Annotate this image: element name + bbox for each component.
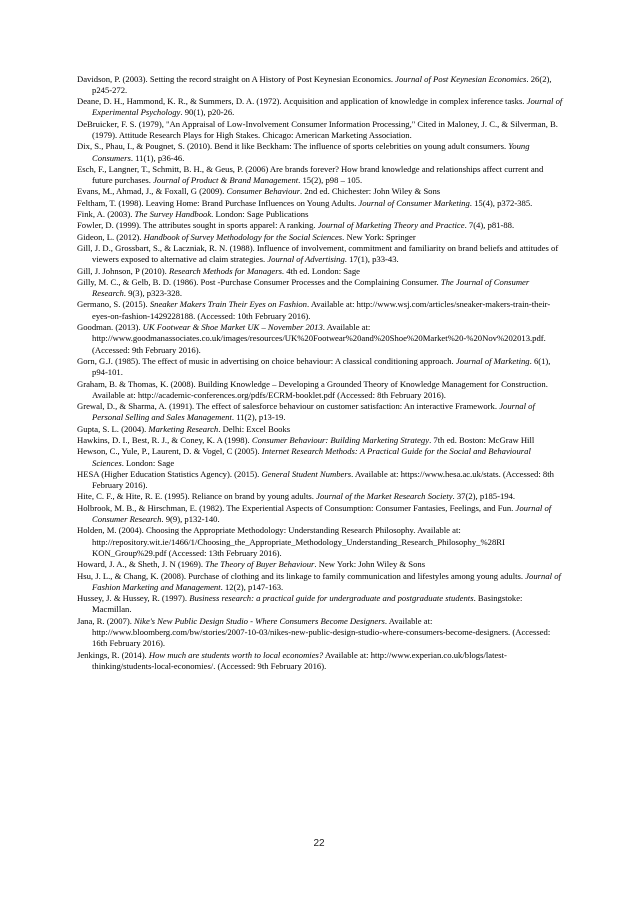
reference-entry [77,96,563,119]
reference-italic-text: General Student Numbers [261,468,352,479]
reference-italic-text: Consumer Behaviour: Building Marketing Strategy [251,435,430,445]
reference-entry [77,525,563,559]
reference-italic-text: Journal of Advertising [267,254,345,265]
reference-italic-text: Handbook of Survey Methodology for the Social Sciences [143,231,343,242]
reference-italic-text: Journal of Marketing [455,355,530,366]
reference-text: DeBruicker, F. S. (1979), "An Appraisal of Low-Involvement Consumer Information Processing," Cited in Maloney, J. C., & Silverman, B. (1979). Attitude Research Plays for High Stakes. Chicago: American Marketing Association. [77,118,558,140]
reference-italic-text: The Survey Handbook [134,209,212,220]
reference-italic-text: Research Methods for Managers [168,265,282,276]
reference-entry [77,616,563,650]
reference-text: . 11(2), p13-19. [231,412,286,423]
reference-text: . 9(3), p323-328. [123,288,182,299]
reference-text: . 9(9), p132-140. [161,514,220,525]
reference-text: . 4th ed. London: Sage [281,265,361,276]
reference-entry [77,74,563,97]
reference-entry [77,198,563,209]
reference-entry [77,266,563,277]
reference-text: . Available at: https://www.hesa.ac.uk/stats. (Accessed: 8th February 2016). [92,468,554,491]
reference-text: Feltham, T. (1998). Leaving Home: Brand Purchase Influences on Young Adults. [77,197,359,208]
reference-entry [77,593,563,616]
reference-text: Jenkings, R. (2014). [77,649,149,660]
reference-text: . 7(4), p81-88. [464,220,515,231]
reference-italic-text: UK Footwear & Shoe Market UK – November 2013 [142,322,323,333]
reference-list [77,74,563,673]
reference-text: . 2nd ed. Chichester: John Wiley & Sons [300,186,441,197]
reference-italic-text: How much are students worth to local economies? [148,649,324,660]
reference-text: Hsu, J. L., & Chang, K. (2008). Purchase of clothing and its linkage to family communication and lifestyles among young adults. [77,570,526,581]
reference-italic-text: Journal of Product & Brand Management [153,175,299,186]
reference-italic-text: Nike's New Public Design Studio - Where Consumers Become Designers [134,615,385,626]
reference-text: Hawkins, D. I., Best, R. J., & Coney, K. A (1998). [77,435,252,445]
reference-entry [77,435,563,446]
reference-italic-text: Business research: a practical guide for undergraduate and postgraduate students [189,593,474,604]
reference-text: . London: Sage Publications [211,209,309,220]
reference-text: Holbrook, M. B., & Hirschman, E. (1982). The Experiential Aspects of Consumption: Consumer Fantasies, Feelings, and Fun. [77,502,516,513]
reference-entry [77,243,563,266]
reference-text: . Available at: http://www.goodmanassociates.co.uk/images/resources/UK%20Footwear%20and%20Shoe%20Market%20-%20Nov%202013.pdf. (Accessed: 9th February 2016). [92,322,546,355]
reference-text: . Basingstoke: Macmillan. [92,593,523,615]
reference-entry [77,232,563,243]
reference-italic-text: Consumer Behaviour [226,186,301,197]
reference-entry [77,356,563,379]
reference-entry [77,119,563,142]
reference-entry [77,186,563,197]
reference-entry [77,220,563,231]
reference-text: Gill, J. D., Grossbart, S., & Laczniak, R. N. (1988). Influence of involvement, commitment and familiarity on brand beliefs and attitudes of viewers exposed to alternative ad claim strategies. [77,242,559,265]
reference-entry [77,379,563,402]
reference-italic-text: Journal of Consumer Research [92,502,552,525]
reference-text: . 26(2), p245-272. [92,73,552,95]
reference-text: . 15(4), p372-385. [469,197,533,208]
reference-italic-text: Journal of Personal Selling and Sales Management [92,401,535,423]
reference-text: . 15(2), p98 – 105. [298,175,363,186]
reference-entry [77,491,563,502]
reference-text: Holden, M. (2004). Choosing the Appropriate Methodology: Understanding Research Philosophy. Available at: http://repository.wit.ie/1466/1/Choosing_the_Appropriate_Methodology_Understanding_Research_Philosophy_%28RI KON_Group%29.pdf (Accessed: 13th February 2016). [77,525,505,558]
reference-text: Howard, J. A., & Sheth, J. N (1969). [77,559,206,570]
reference-italic-text: Sneaker Makers Train Their Eyes on Fashion [149,299,307,310]
reference-text: Gorn, G.J. (1985). The effect of music in advertising on choice behaviour: A classical conditioning approach. [77,355,456,366]
reference-entry [77,469,563,492]
reference-entry [77,322,563,356]
reference-text: Jana, R. (2007). [77,615,135,626]
reference-entry [77,164,563,187]
reference-text: Graham, B. & Thomas, K. (2008). Building Knowledge – Developing a Grounded Theory of Knowledge Management for Construction. Available at: http://academic-conferences.org/pdfs/ECRM-booklet.pdf (Accessed: 8th February 2016). [77,378,548,400]
reference-italic-text: Young Consumers [92,141,530,163]
reference-entry [77,559,563,570]
reference-text: . 90(1), p20-26. [180,107,235,118]
reference-text: Fowler, D. (1999). The attributes sought in sports apparel: A ranking. [77,220,318,231]
reference-italic-text: Journal of the Market Research Society [316,491,453,502]
reference-text: Hussey, J. & Hussey, R. (1997). [77,593,190,604]
reference-italic-text: Journal of Consumer Marketing [358,197,470,208]
reference-text: Goodman. (2013). [77,322,143,333]
reference-entry [77,209,563,220]
reference-text: Esch, F., Langner, T., Schmitt, B. H., & Geus, P. (2006) Are brands forever? How brand knowledge and relationships affect current and future purchases. [77,163,544,186]
reference-text: . Delhi: Excel Books [218,423,291,434]
reference-text: Available at: http://www.experian.co.uk/blogs/latest-thinking/students-local-economies/. (Accessed: 9th February 2016). [92,649,507,671]
reference-text: Dix, S., Phau, I., & Pougnet, S. (2010). Bend it like Beckham: The influence of sports celebrities on young adult consumers. [77,141,509,152]
reference-text: Gupta, S. L. (2004). [77,423,149,434]
reference-italic-text: Journal of Fashion Marketing and Management [92,570,561,592]
reference-text: . Available at: http://www.bloomberg.com/bw/stories/2007-10-03/nikes-new-public-design-studio-where-consumers-become-designers. (Accessed: 16th February 2016). [92,615,551,649]
reference-text: Evans, M., Ahmad, J., & Foxall, G (2009). [77,186,227,197]
reference-entry [77,299,563,322]
reference-text: . 6(1), p94-101. [92,355,551,378]
reference-italic-text: Internet Research Methods: A Practical Guide for the Social and Behavioural Sciences [92,446,531,468]
reference-italic-text: The Theory of Buyer Behaviour [205,559,315,570]
reference-entry [77,424,563,435]
reference-text: Davidson, P. (2003). Setting the record straight on A History of Post Keynesian Economics. [77,73,396,84]
reference-text: Fink, A. (2003). [77,209,135,220]
reference-text: Hewson, C., Yule, P., Laurent, D. & Vogel, C (2005). [77,446,262,457]
reference-text: Germano, S. (2015). [77,299,150,310]
reference-text: . 11(1), p36-46. [130,152,185,163]
reference-text: Gilly, M. C., & Gelb, B. D. (1986). Post -Purchase Consumer Processes and the Complaining Consumer. [77,276,441,287]
reference-text: . London: Sage [121,457,175,468]
reference-text: . 17(1), p33-43. [344,254,399,265]
reference-italic-text: Journal of Marketing Theory and Practice [317,220,465,231]
reference-text: . New York: John Wiley & Sons [314,559,426,570]
reference-text: Grewal, D., & Sharma, A. (1991). The effect of salesforce behaviour on customer satisfaction: An interactive Framework. [77,401,500,412]
reference-text: Deane, D. H., Hammond, K. R., & Summers, D. A. (1972). Acquisition and application of knowledge in complex inference tasks. [77,96,527,107]
reference-text: Hite, C. F., & Hite, R. E. (1995). Reliance on brand by young adults. [77,491,317,502]
reference-entry [77,277,563,300]
reference-italic-text: Journal of Post Keynesian Economics [395,73,527,84]
reference-entry [77,650,563,673]
reference-italic-text: Journal of Experimental Psychology [92,96,563,118]
reference-entry [77,571,563,594]
reference-text: . Available at: http://www.wsj.com/articles/sneaker-makers-train-their-eyes-on-fashion-1429228188. (Accessed: 10th February 2016). [92,299,551,321]
reference-entry [77,503,563,526]
reference-entry [77,446,563,469]
page-number: 22 [313,838,325,849]
reference-text: Gideon, L. (2012). [77,231,144,242]
reference-italic-text: The Journal of Consumer Research [92,276,530,299]
reference-entry [77,141,563,164]
reference-text: Gill, J. Johnson, P (2010). [77,265,169,276]
reference-text: . New York: Springer [342,231,416,242]
reference-text: . 12(2), p147-163. [220,581,284,592]
reference-text: . 37(2), p185-194. [452,491,516,502]
reference-text: . 7th ed. Boston: McGraw Hill [429,435,535,445]
reference-entry [77,401,563,424]
reference-italic-text: Marketing Research [148,423,219,434]
reference-text: HESA (Higher Education Statistics Agency). (2015). [77,468,262,479]
